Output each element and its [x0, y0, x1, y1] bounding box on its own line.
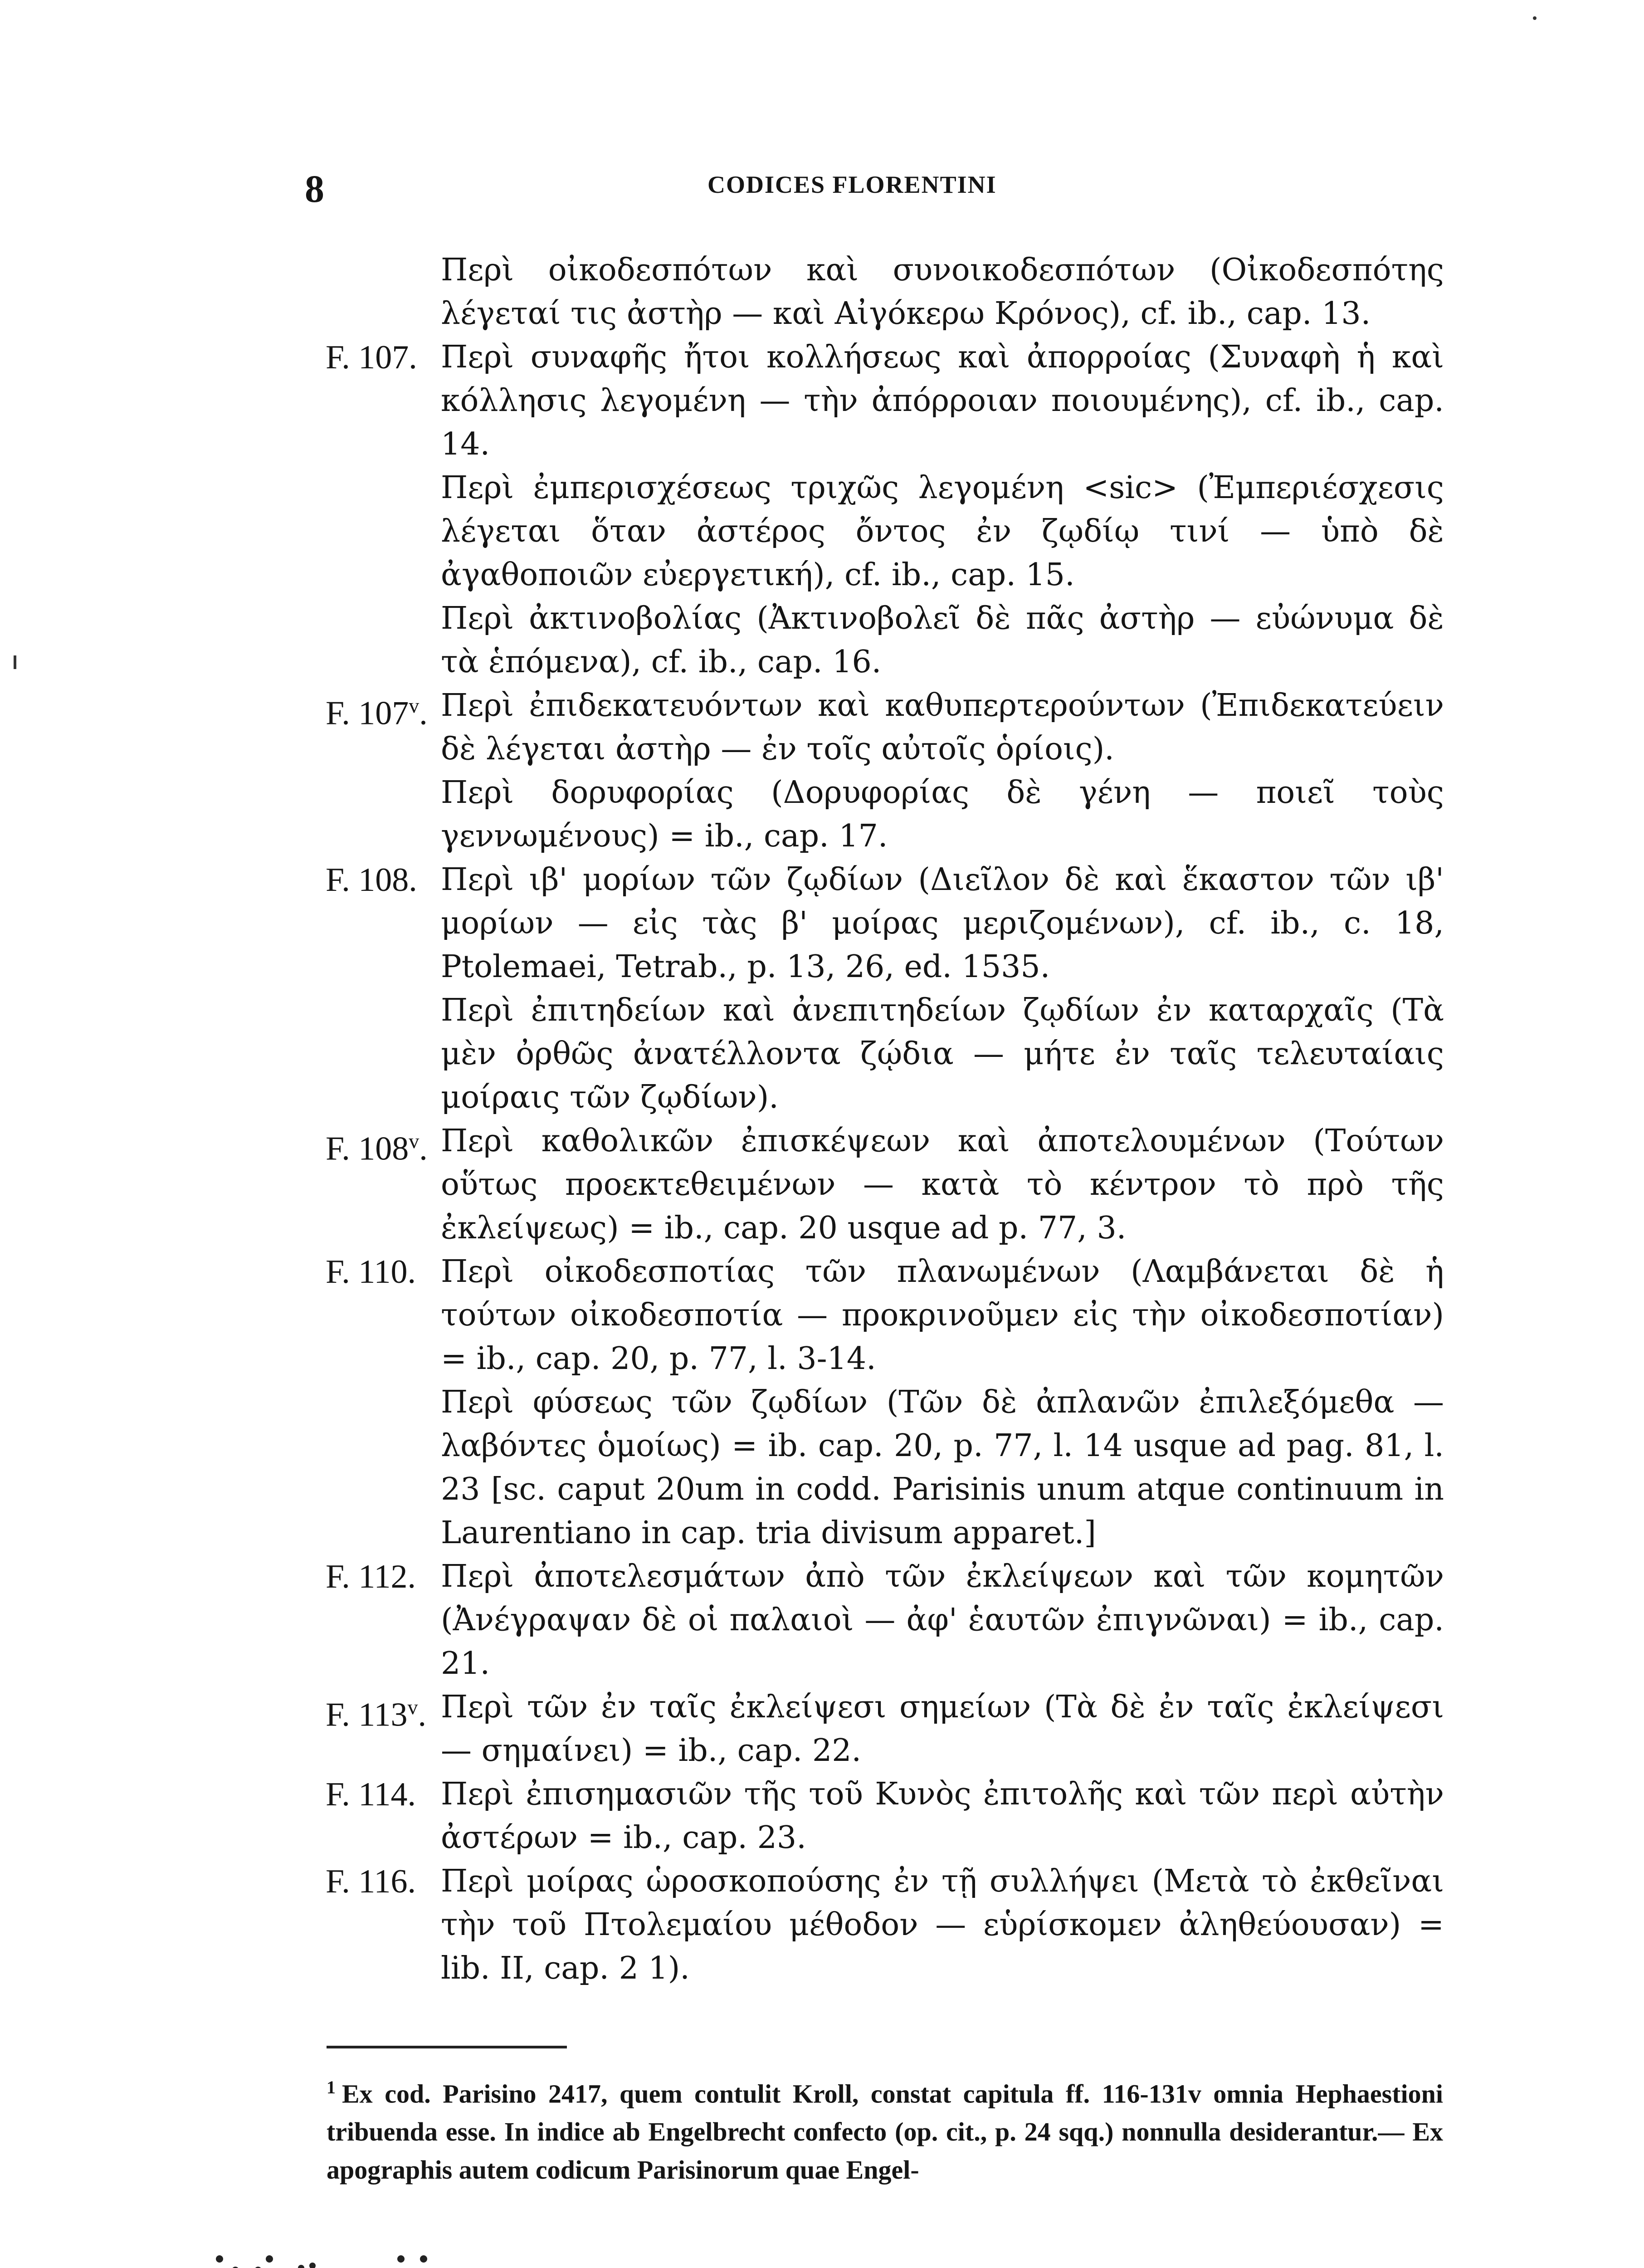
entry-text: Περὶ μοίρας ὡροσκοπούσης ἐν τῇ συλλήψει (Μετὰ τὸ ἐκθεῖναι τὴν τοῦ Πτολεμαίου μέθοδον — εὑρίσκομεν ἀληθεύουσαν) = lib. II, cap. 2 1).: [441, 1863, 1444, 1986]
folio-number: F. 116.: [326, 1863, 416, 1900]
catalog-entry: [0, 1686, 1644, 1773]
folio-label: [326, 1860, 416, 1903]
folio-label: [326, 1773, 416, 1816]
edge-mark-left: [14, 655, 16, 669]
catalog-entry: [0, 336, 1644, 466]
folio-label: [326, 1555, 416, 1598]
entry-text: Περὶ οἰκοδεσπότων καὶ συνοικοδεσπότων (Οἰκοδεσπότης λέγεταί τις ἀστὴρ — καὶ Αἰγόκερω Κρόνος), cf. ib., cap. 13.: [441, 252, 1444, 332]
entry-text: Περὶ ιβ' μορίων τῶν ζῳδίων (Διεῖλον δὲ καὶ ἕκαστον τῶν ιβ' μορίων — εἰς τὰς β' μοίρας μεριζομένων), cf. ib., c. 18, Ptolemaei, Tetrab., p. 13, 26, ed. 1535.: [441, 862, 1444, 985]
folio-number: F. 110.: [326, 1253, 416, 1290]
folio-verso-mark: v: [407, 1696, 418, 1719]
entry-text: Περὶ ἐμπερισχέσεως τριχῶς λεγομένη <sic> (Ἐμπεριέσχεσις λέγεται ὅταν ἀστέρος ὄντος ἐν ζῳδίῳ τινί — ὑπὸ δὲ ἀγαθοποιῶν εὐεργετική), cf. ib., cap. 15.: [441, 470, 1444, 593]
entry-text: Περὶ ἀκτινοβολίας (Ἀκτινοβολεῖ δὲ πᾶς ἀστὴρ — εὐώνυμα δὲ τὰ ἑπόμενα), cf. ib., cap. 16.: [441, 601, 1444, 680]
footnote: [327, 2068, 1443, 2189]
entry-text: Περὶ φύσεως τῶν ζῳδίων (Τῶν δὲ ἀπλανῶν ἐπιλεξόμεθα — λαβόντες ὁμοίως) = ib. cap. 20, p. 77, l. 14 usque ad pag. 81, l. 23 [sc. caput 20um in codd. Parisinis unum atque continuum in Laurentiano in cap. tria divisum apparet.]: [441, 1384, 1444, 1551]
entry-text: Περὶ ἐπιδεκατευόντων καὶ καθυπερτερούντων (Ἐπιδεκατεύειν δὲ λέγεται ἀστὴρ — ἐν τοῖς αὐτοῖς ὁρίοις).: [441, 688, 1444, 767]
catalog-entry: [0, 1381, 1644, 1555]
catalog-entries: [0, 249, 1644, 1990]
folio-number: F. 107: [326, 694, 409, 732]
edge-mark-top: [1533, 16, 1537, 20]
folio-label: F. 108$^v$.: [326, 1129, 428, 1168]
footnote-divider: [327, 2046, 567, 2048]
folio-label: [326, 1250, 416, 1294]
folio-label: F. 113$^v$.: [326, 1696, 426, 1734]
catalog-entry: [0, 858, 1644, 989]
running-title: CODICES FLORENTINI: [707, 171, 997, 198]
entry-text: Περὶ ἀποτελεσμάτων ἀπὸ τῶν ἐκλείψεων καὶ τῶν κομητῶν (Ἀνέγραψαν δὲ οἱ παλαιοὶ — ἀφ' ἑαυτῶν ἐπιγνῶναι) = ib., cap. 21.: [441, 1559, 1444, 1681]
catalog-entry: [0, 1773, 1644, 1860]
folio-number: F. 107.: [326, 339, 417, 376]
footnote-mark: 1: [327, 2077, 336, 2097]
catalog-entry: [0, 989, 1644, 1119]
catalog-entry: [0, 771, 1644, 858]
catalog-entry: [0, 597, 1644, 684]
folio-label: [326, 336, 417, 379]
catalog-entry: [0, 1555, 1644, 1686]
folio-verso-mark: v: [409, 694, 420, 717]
catalog-entry: [0, 1250, 1644, 1381]
folio-number: F. 113: [326, 1696, 408, 1734]
folio-number: F. 112.: [326, 1558, 416, 1595]
entry-text: Περὶ συναφῆς ἤτοι κολλήσεως καὶ ἀπορροίας (Συναφὴ ἡ καὶ κόλλησις λεγομένη — τὴν ἀπόρροιαν ποιουμένης), cf. ib., cap. 14.: [441, 339, 1444, 462]
folio-label: F. 107$^v$.: [326, 694, 428, 732]
catalog-entry: [0, 1119, 1644, 1250]
catalog-entry: [0, 249, 1644, 336]
folio-verso-mark: v: [409, 1129, 420, 1153]
catalog-entry: [0, 466, 1644, 597]
entry-text: Περὶ καθολικῶν ἐπισκέψεων καὶ ἀποτελουμένων (Τούτων οὕτως προεκτεθειμένων — κατὰ τὸ κέντρον τὸ πρὸ τῆς ἐκλείψεως) = ib., cap. 20 usque ad p. 77, 3.: [441, 1123, 1444, 1246]
footnote-text: Ex cod. Parisino 2417, quem contulit Kroll, constat capitula ff. 116-131v omnia Hephaestioni tribuenda esse. In indice ab Engelbrecht confecto (op. cit., p. 24 sqq.) nonnulla desiderantur.— Ex apographis autem codicum Parisinorum quae Engel-: [327, 2079, 1443, 2185]
entry-text: Περὶ ἐπιτηδείων καὶ ἀνεπιτηδείων ζῳδίων ἐν καταρχαῖς (Τὰ μὲν ὀρθῶς ἀνατέλλοντα ζῴδια — μήτε ἐν ταῖς τελευταίαις μοίραις τῶν ζῳδίων).: [441, 992, 1444, 1115]
entry-text: Περὶ ἐπισημασιῶν τῆς τοῦ Κυνὸς ἐπιτολῆς καὶ τῶν περὶ αὐτὴν ἀστέρων = ib., cap. 23.: [441, 1776, 1444, 1856]
folio-number: F. 108: [326, 1130, 409, 1168]
entry-text: Περὶ τῶν ἐν ταῖς ἐκλείψεσι σημείων (Τὰ δὲ ἐν ταῖς ἐκλείψεσι — σημαίνει) = ib., cap. 22.: [441, 1689, 1444, 1769]
folio-number: F. 114.: [326, 1776, 416, 1813]
entry-text: Περὶ δορυφορίας (Δορυφορίας δὲ γένη — ποιεῖ τοὺς γεννωμένους) = ib., cap. 17.: [441, 775, 1444, 854]
entry-text: Περὶ οἰκοδεσποτίας τῶν πλανωμένων (Λαμβάνεται δὲ ἡ τούτων οἰκοδεσποτία — προκρινοῦμεν εἰς τὴν οἰκοδεσποτίαν) = ib., cap. 20, p. 77, l. 3-14.: [441, 1254, 1444, 1377]
library-stamp: [210, 2250, 437, 2268]
folio-label: [326, 858, 417, 902]
page-number: 8: [305, 167, 324, 210]
catalog-entry: [0, 684, 1644, 771]
folio-number: F. 108.: [326, 861, 417, 899]
catalog-entry: [0, 1860, 1644, 1990]
